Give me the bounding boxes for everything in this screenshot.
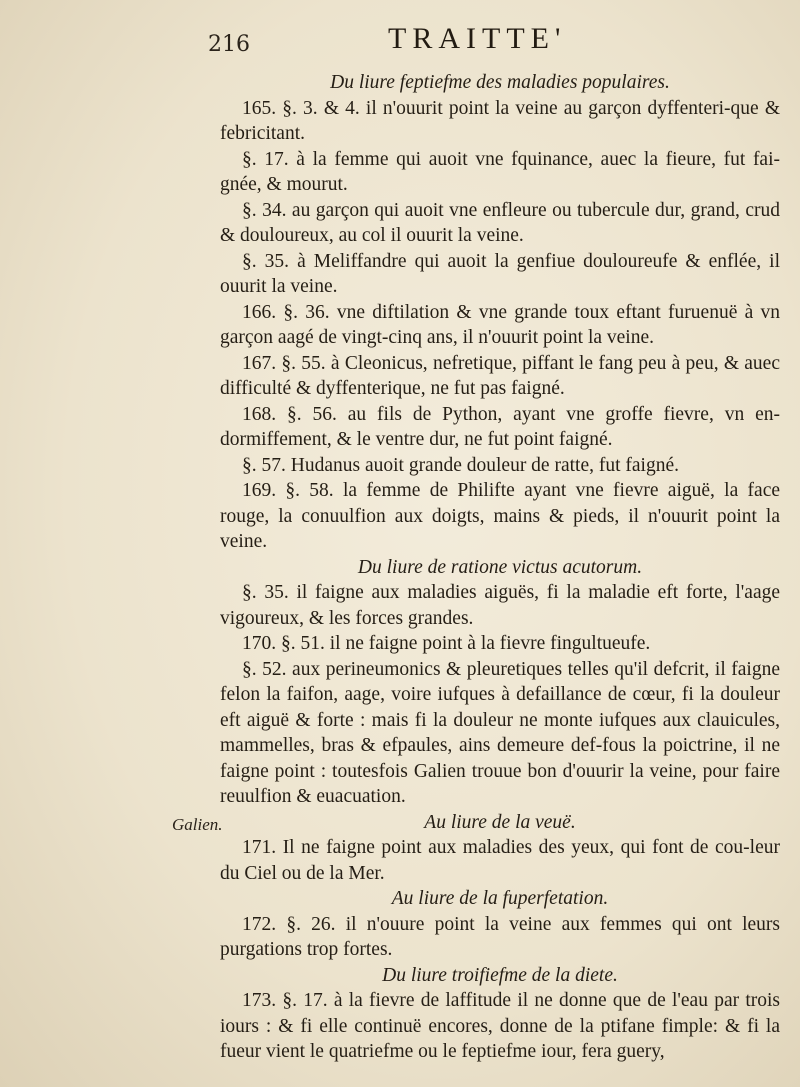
page-header bbox=[0, 22, 800, 62]
paragraph: 173. §. 17. à la fievre de laffitude il ne donne que de l'eau par trois iours : & fi elle continuë encores, donne de la ptifane fimple: & fi la fueur vient le quatriefme ou le feptiefme iour, fera guery, bbox=[220, 990, 780, 1062]
section-heading: Au liure de la veuë. bbox=[424, 811, 576, 833]
paragraph: 167. §. 55. à Cleonicus, nefretique, piffant le fang peu à peu, & auec difficulté & dyffenterique, ne fut pas faigné. bbox=[220, 352, 780, 399]
paragraph: 168. §. 56. au fils de Python, ayant vne groffe fievre, vn en-dormiffement, & le ventre dur, ne fut point faigné. bbox=[220, 403, 780, 450]
margin-note: Galien. bbox=[172, 815, 223, 834]
running-title: TRAITTE' bbox=[388, 22, 567, 55]
page-number: 216 bbox=[208, 32, 250, 57]
paragraph: 171. Il ne faigne point aux maladies des yeux, qui font de cou-leur du Ciel ou de la Mer. bbox=[220, 837, 780, 884]
section-heading: Du liure de ratione victus acutorum. bbox=[357, 556, 643, 578]
paragraph: 169. §. 58. la femme de Philifte ayant vne fievre aiguë, la face rouge, la conuulfion aux doigts, mains & pieds, il n'ouurit point la veine. bbox=[220, 480, 780, 552]
text-block bbox=[220, 70, 780, 1065]
section-heading: Du liure troifiefme de la diete. bbox=[382, 964, 618, 986]
paragraph: §. 17. à la femme qui auoit vne fquinance, auec la fieure, fut fai-gnée, & mourut. bbox=[220, 148, 780, 195]
paragraph: 170. §. 51. il ne faigne point à la fievre fingultueufe. bbox=[242, 633, 651, 654]
section-heading: Du liure feptiefme des maladies populaires. bbox=[330, 72, 670, 93]
paragraph: §. 52. aux perineumonics & pleuretiques telles qu'il defcrit, il faigne felon la faifon, aage, voire iufques à defaillance de cœur, fi la douleur eft aiguë & forte : mais fi la douleur ne monte iufques aux clauicules, mammelles, bras & efpaules, ains demeure def-fous la poictrine, il ne faigne point : toutesfois Galien trouue bon d'ouurir la veine, pour faire reuulfion & euacuation. bbox=[220, 658, 780, 807]
paragraph: 165. §. 3. & 4. il n'ouurit point la veine au garçon dyffenteri-que & febricitant. bbox=[220, 97, 780, 144]
paragraph: §. 57. Hudanus auoit grande douleur de ratte, fut faigné. bbox=[242, 454, 679, 476]
paragraph: §. 34. au garçon qui auoit vne enfleure ou tubercule dur, grand, crud & douloureux, au col il ouurit la veine. bbox=[220, 199, 780, 246]
paragraph: 172. §. 26. il n'ouure point la veine aux femmes qui ont leurs purgations trop fortes. bbox=[220, 913, 780, 960]
paragraph: 166. §. 36. vne diftilation & vne grande toux eftant furuenuë à vn garçon aagé de vingt-cinq ans, il n'ouurit point la veine. bbox=[220, 301, 780, 348]
paragraph: §. 35. à Meliffandre qui auoit la genfiue douloureufe & enflée, il ouurit la veine. bbox=[220, 250, 780, 297]
paragraph: §. 35. il faigne aux maladies aiguës, fi la maladie eft forte, l'aage vigoureux, & les forces grandes. bbox=[220, 582, 780, 629]
section-heading: Au liure de la fuperfetation. bbox=[391, 888, 609, 909]
